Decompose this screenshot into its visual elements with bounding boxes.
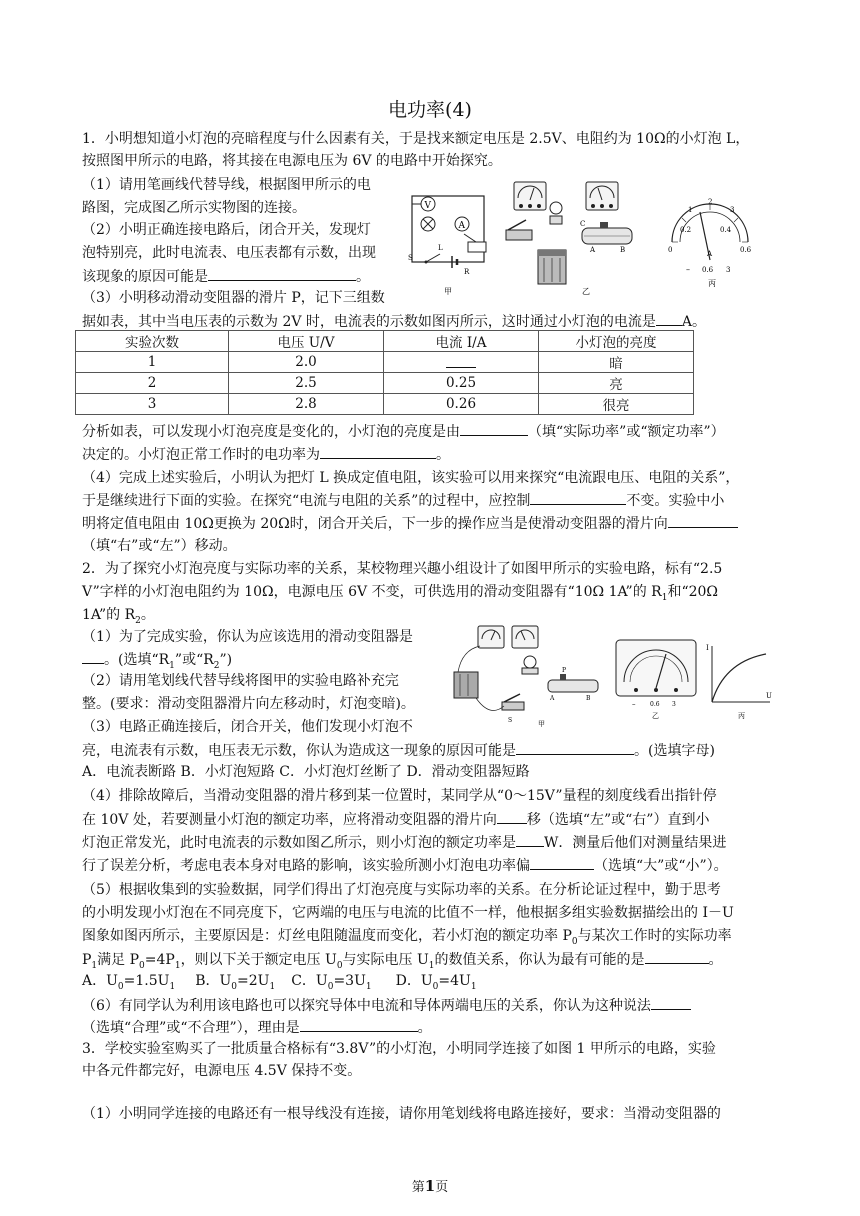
q2-apparatus-diagram [450,622,608,732]
q2-part4-line-1: （4）排除故障后，当滑动变阻器的滑片移到某一位置时，某同学从“0～15V”量程的刻度线看出指针停 [82,788,717,804]
table-row: 3 2.8 0.26 很亮 [76,394,694,415]
q1-apparatus-photo [500,178,650,306]
answer-blank[interactable] [668,513,738,528]
answer-blank[interactable] [300,1017,418,1032]
q1-part4-line-4: （填“右”或“左”）移动。 [82,538,237,554]
svg-text:3: 3 [730,206,735,214]
svg-text:A: A [550,695,555,702]
q1-part1-line-1: （1）请用笔画线代替导线，根据图甲所示的电 [82,177,371,193]
q2-part5-line-4: $P_1$满足 $P_0=4P_1$，则以下关于额定电压 $U_0$与实际电压 $U_1$的数值关系，你认为最有可能的是 。 [82,949,723,976]
svg-text:–: – [632,700,636,708]
q2-part5-options: A．$U_0=1.5U_1$ B．$U_0=2U_1$ C．$U_0=3U_1$ D．$U_0=4U_1$ [82,973,477,992]
q2-part6-line-1: （6）有同学认为利用该电路也可以探究导体中电流和导体两端电压的关系，你认为这种说法 [82,995,691,1016]
q1-part3-line-1: （3）小明移动滑动变阻器的滑片 P，记下三组数 [82,290,385,306]
fig-label-yi: 乙 [652,712,659,720]
svg-text:0.2: 0.2 [680,226,692,234]
answer-blank[interactable] [656,311,682,326]
answer-blank[interactable] [651,995,691,1010]
q2-iu-graph [704,640,776,722]
q2-ammeter-dial [614,636,698,720]
q2-part5-line-3: 图象如图丙所示，主要原因是：灯丝电阻随温度而变化，若小灯泡的额定功率 $P_0$与某次工作时的实际功率 [82,928,732,947]
answer-blank[interactable] [320,444,436,459]
q1-part4-line-3: 明将定值电阻由 10Ω更换为 20Ω时，闭合开关后，下一步的操作应当是使滑动变阻器的滑片向 [82,513,738,534]
answer-blank[interactable] [516,832,544,847]
svg-text:0.4: 0.4 [720,226,732,234]
svg-text:0.6: 0.6 [702,266,714,274]
answer-blank[interactable] [530,855,594,870]
svg-text:B: B [586,695,591,702]
q2-stem-line-2: V”字样的小灯泡电阻约为 10Ω，电源电压 6V 不变，可供选用的滑动变阻器有“10Ω 1A”的 $R_1$和“20Ω [82,584,719,603]
svg-text:C: C [580,220,586,228]
svg-text:2: 2 [708,198,713,206]
svg-text:3: 3 [672,701,676,708]
q2-stem-line-1: 2．为了探究小灯泡亮度与实际功率的关系，某校物理兴趣小组设计了如图甲所示的实验电路，标有“2.5 [82,561,723,577]
q1-stem-line-1: 1．小明想知道小灯泡的亮暗程度与什么因素有关，于是找来额定电压是 2.5V、电阻约为 10Ω的小灯泡 L， [82,131,750,147]
q1-part4-line-2: 于是继续进行下面的实验。在探究“电流与电阻的关系”的过程中，应控制 不变。实验中小 [82,490,724,511]
q2-part4-line-4: 行了误差分析，考虑电表本身对电路的影响，该实验所测小灯泡电功率偏 （选填“大”或“小”）。 [82,855,728,876]
svg-text:0.6: 0.6 [650,701,660,708]
answer-blank[interactable] [530,490,626,505]
q2-part1-line-2: 。(选填“$R_1$”或“$R_2$”) [82,649,232,676]
svg-text:S: S [508,717,513,724]
q1-data-table [75,330,694,415]
svg-text:3: 3 [726,266,731,274]
q2-stem-line-3: 1A”的 $R_2$。 [82,607,155,626]
fig-label-bing: 丙 [738,712,745,720]
q1-part2-line-2: 泡特别亮，此时电流表、电压表都有示数，出现 [82,245,376,261]
q2-part2-line-2: 整。(要求：滑动变阻器滑片向左移动时，灯泡变暗)。 [82,696,415,712]
q2-part1-line-1: （1）为了完成实验，你认为应该选用的滑动变阻器是 [82,629,413,645]
svg-text:P: P [562,667,567,674]
q1-part2-line-1: （2）小明正确连接电路后，闭合开关，发现灯 [82,222,371,238]
q2-part4-line-3: 灯泡正常发光，此时电流表的示数如图乙所示，则小灯泡的额定功率是 W．测量后他们对测量结果进 [82,832,726,853]
q3-stem-line-1: 3．学校实验室购买了一批质量合格标有“3.8V”的小灯泡，小明同学连接了如图 1 甲所示的电路，实验 [82,1041,716,1057]
q2-options: A．电流表断路 B．小灯泡短路 C．小灯泡灯丝断了 D．滑动变阻器短路 [82,764,530,780]
svg-text:U: U [766,692,772,700]
svg-text:B: B [620,246,626,254]
svg-text:S: S [408,254,413,262]
q2-part3-line-2: 亮，电流表有示数，电压表无示数，你认为造成这一现象的原因可能是 。(选填字母) [82,740,715,761]
q2-part5-line-2: 的小明发现小灯泡在不同亮度下，它两端的电压与电流的比值不一样，他根据多组实验数据描绘出的 I－U [82,905,734,921]
table-row: 1 2.0 暗 [76,352,694,373]
answer-blank[interactable] [460,421,528,436]
svg-text:0.6: 0.6 [740,246,752,254]
svg-text:0: 0 [668,246,673,254]
svg-text:R: R [464,268,470,276]
table-row: 2 2.5 0.25 亮 [76,373,694,394]
svg-text:A: A [458,221,465,231]
q1-ammeter-dial [662,198,758,294]
table-header-row: 实验次数 电压 U/V 电流 I/A 小灯泡的亮度 [76,331,694,352]
q2-part5-line-1: （5）根据收集到的实验数据，同学们得出了灯泡亮度与实际功率的关系。在分析论证过程中，勤于思考 [82,882,721,898]
q1-part3-line-2: 据如表，其中当电压表的示数为 2V 时，电流表的示数如图丙所示，这时通过小灯泡的电流是 A。 [82,311,706,332]
answer-blank[interactable] [645,949,709,964]
svg-text:I: I [706,644,709,652]
fig-label-bing: 丙 [708,279,716,288]
svg-text:V: V [424,201,431,211]
fig-label-yi: 乙 [582,287,590,296]
page-title: 电功率(4) [388,99,472,121]
svg-text:L: L [438,244,443,252]
q2-part4-line-2: 在 10V 处，若要测量小灯泡的额定功率，应将滑动变阻器的滑片向 移（选填“左”或“右”）直到小 [82,809,709,830]
q2-part2-line-1: （2）请用笔划线代替导线将图甲的实验电路补充完 [82,673,399,689]
svg-text:A: A [590,246,596,254]
page-footer: 第1页 [411,1177,449,1195]
svg-text:A: A [707,250,713,258]
q1-part1-line-2: 路图，完成图乙所示实物图的连接。 [82,200,306,216]
q3-part1-line-1: （1）小明同学连接的电路还有一根导线没有连接，请你用笔划线将电路连接好，要求：当滑动变阻器的 [82,1106,721,1122]
fig-label-jia: 甲 [538,720,545,728]
fig-label-jia: 甲 [444,287,452,296]
q1-part2-line-3: 该现象的原因可能是 。 [82,266,370,287]
q1-part4-line-1: （4）完成上述实验后，小明认为把灯 L 换成定值电阻，该实验可以用来探究“电流跟电压、电阻的关系”， [82,470,740,486]
answer-blank[interactable] [208,266,356,281]
q1-stem-line-2: 按照图甲所示的电路，将其接在电源电压为 6V 的电路中开始探究。 [82,153,502,169]
q2-part3-line-1: （3）电路正确连接后，闭合开关，他们发现小灯泡不 [82,719,413,735]
q1-circuit-diagram [404,188,496,300]
q3-stem-line-2: 中各元件都完好，电源电压 4.5V 保持不变。 [82,1063,362,1079]
svg-text:1: 1 [688,206,693,214]
q1-analysis-line-2: 决定的。小灯泡正常工作时的电功率为 。 [82,444,450,465]
answer-blank[interactable] [82,649,104,664]
answer-blank[interactable] [497,809,527,824]
q1-analysis-line-1: 分析如表，可以发现小灯泡亮度是变化的，小灯泡的亮度是由 （填“实际功率”或“额定功率”） [82,421,725,442]
svg-text:–: – [686,265,690,274]
answer-blank[interactable] [516,740,634,755]
answer-blank[interactable] [446,353,476,368]
q2-part6-line-2: （选填“合理”或“不合理”），理由是 。 [82,1017,432,1038]
